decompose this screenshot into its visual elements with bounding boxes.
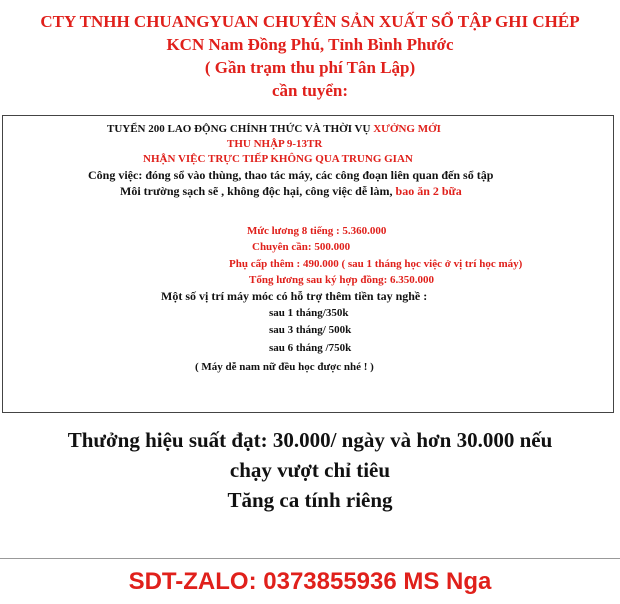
job-info-box — [2, 115, 614, 413]
bonus-section — [0, 425, 620, 515]
salary-8h: Mức lương 8 tiếng : 5.360.000 — [247, 225, 387, 237]
skill-bonus-6-months: sau 6 tháng /750k — [269, 342, 352, 354]
total-salary: Tổng lương sau ký hợp đồng: 6.350.000 — [249, 274, 435, 286]
environment-text: Môi trường sạch sẽ , không độc hại, công việc dễ làm, — [120, 184, 393, 198]
company-name: CTY TNHH CHUANGYUAN CHUYÊN SẢN XUẤT SỔ TẬP GHI CHÉP — [40, 12, 580, 31]
direct-hire-line: NHẬN VIỆC TRỰC TIẾP KHÔNG QUA TRUNG GIAN — [143, 153, 413, 165]
recruit-line — [107, 122, 441, 136]
bonus-line-1: Thưởng hiệu suất đạt: 30.000/ ngày và hơn 30.000 nếu — [67, 428, 553, 452]
header — [0, 10, 620, 102]
company-location: KCN Nam Đồng Phú, Tỉnh Bình Phước — [166, 35, 454, 54]
overtime-line: Tăng ca tính riêng — [227, 488, 393, 512]
bonus-line-2: chạy vượt chỉ tiêu — [229, 458, 391, 482]
skill-bonus-1-month: sau 1 tháng/350k — [269, 307, 349, 319]
location-landmark: ( Gần trạm thu phí Tân Lập) — [204, 58, 416, 77]
meals-text: bao ăn 2 bữa — [395, 184, 462, 198]
new-factory-tag: XƯỞNG MỚI — [373, 123, 441, 135]
skill-bonus-3-months: sau 3 tháng/ 500k — [269, 324, 352, 336]
income-line: THU NHẬP 9-13TR — [227, 138, 323, 150]
machine-note: ( Máy dễ nam nữ đều học được nhé ! ) — [195, 361, 374, 373]
contact-phone: SDT-ZALO: 0373855936 MS Nga — [128, 568, 492, 595]
skill-support-note: Một số vị trí máy móc có hỗ trợ thêm tiền tay nghề : — [161, 289, 428, 303]
attendance-bonus: Chuyên cần: 500.000 — [252, 241, 351, 253]
contact-divider — [0, 558, 620, 559]
allowance-line: Phụ cấp thêm : 490.000 ( sau 1 tháng học việc ở vị trí học máy) — [229, 258, 523, 270]
job-description: Công việc: đóng sổ vào thùng, thao tác máy, các công đoạn liên quan đến sổ tập — [88, 168, 494, 182]
hiring-heading: cần tuyển: — [271, 81, 349, 100]
recruit-main: TUYỂN 200 LAO ĐỘNG CHÍNH THỨC VÀ THỜI VỤ — [107, 123, 371, 135]
environment-line — [120, 184, 462, 198]
